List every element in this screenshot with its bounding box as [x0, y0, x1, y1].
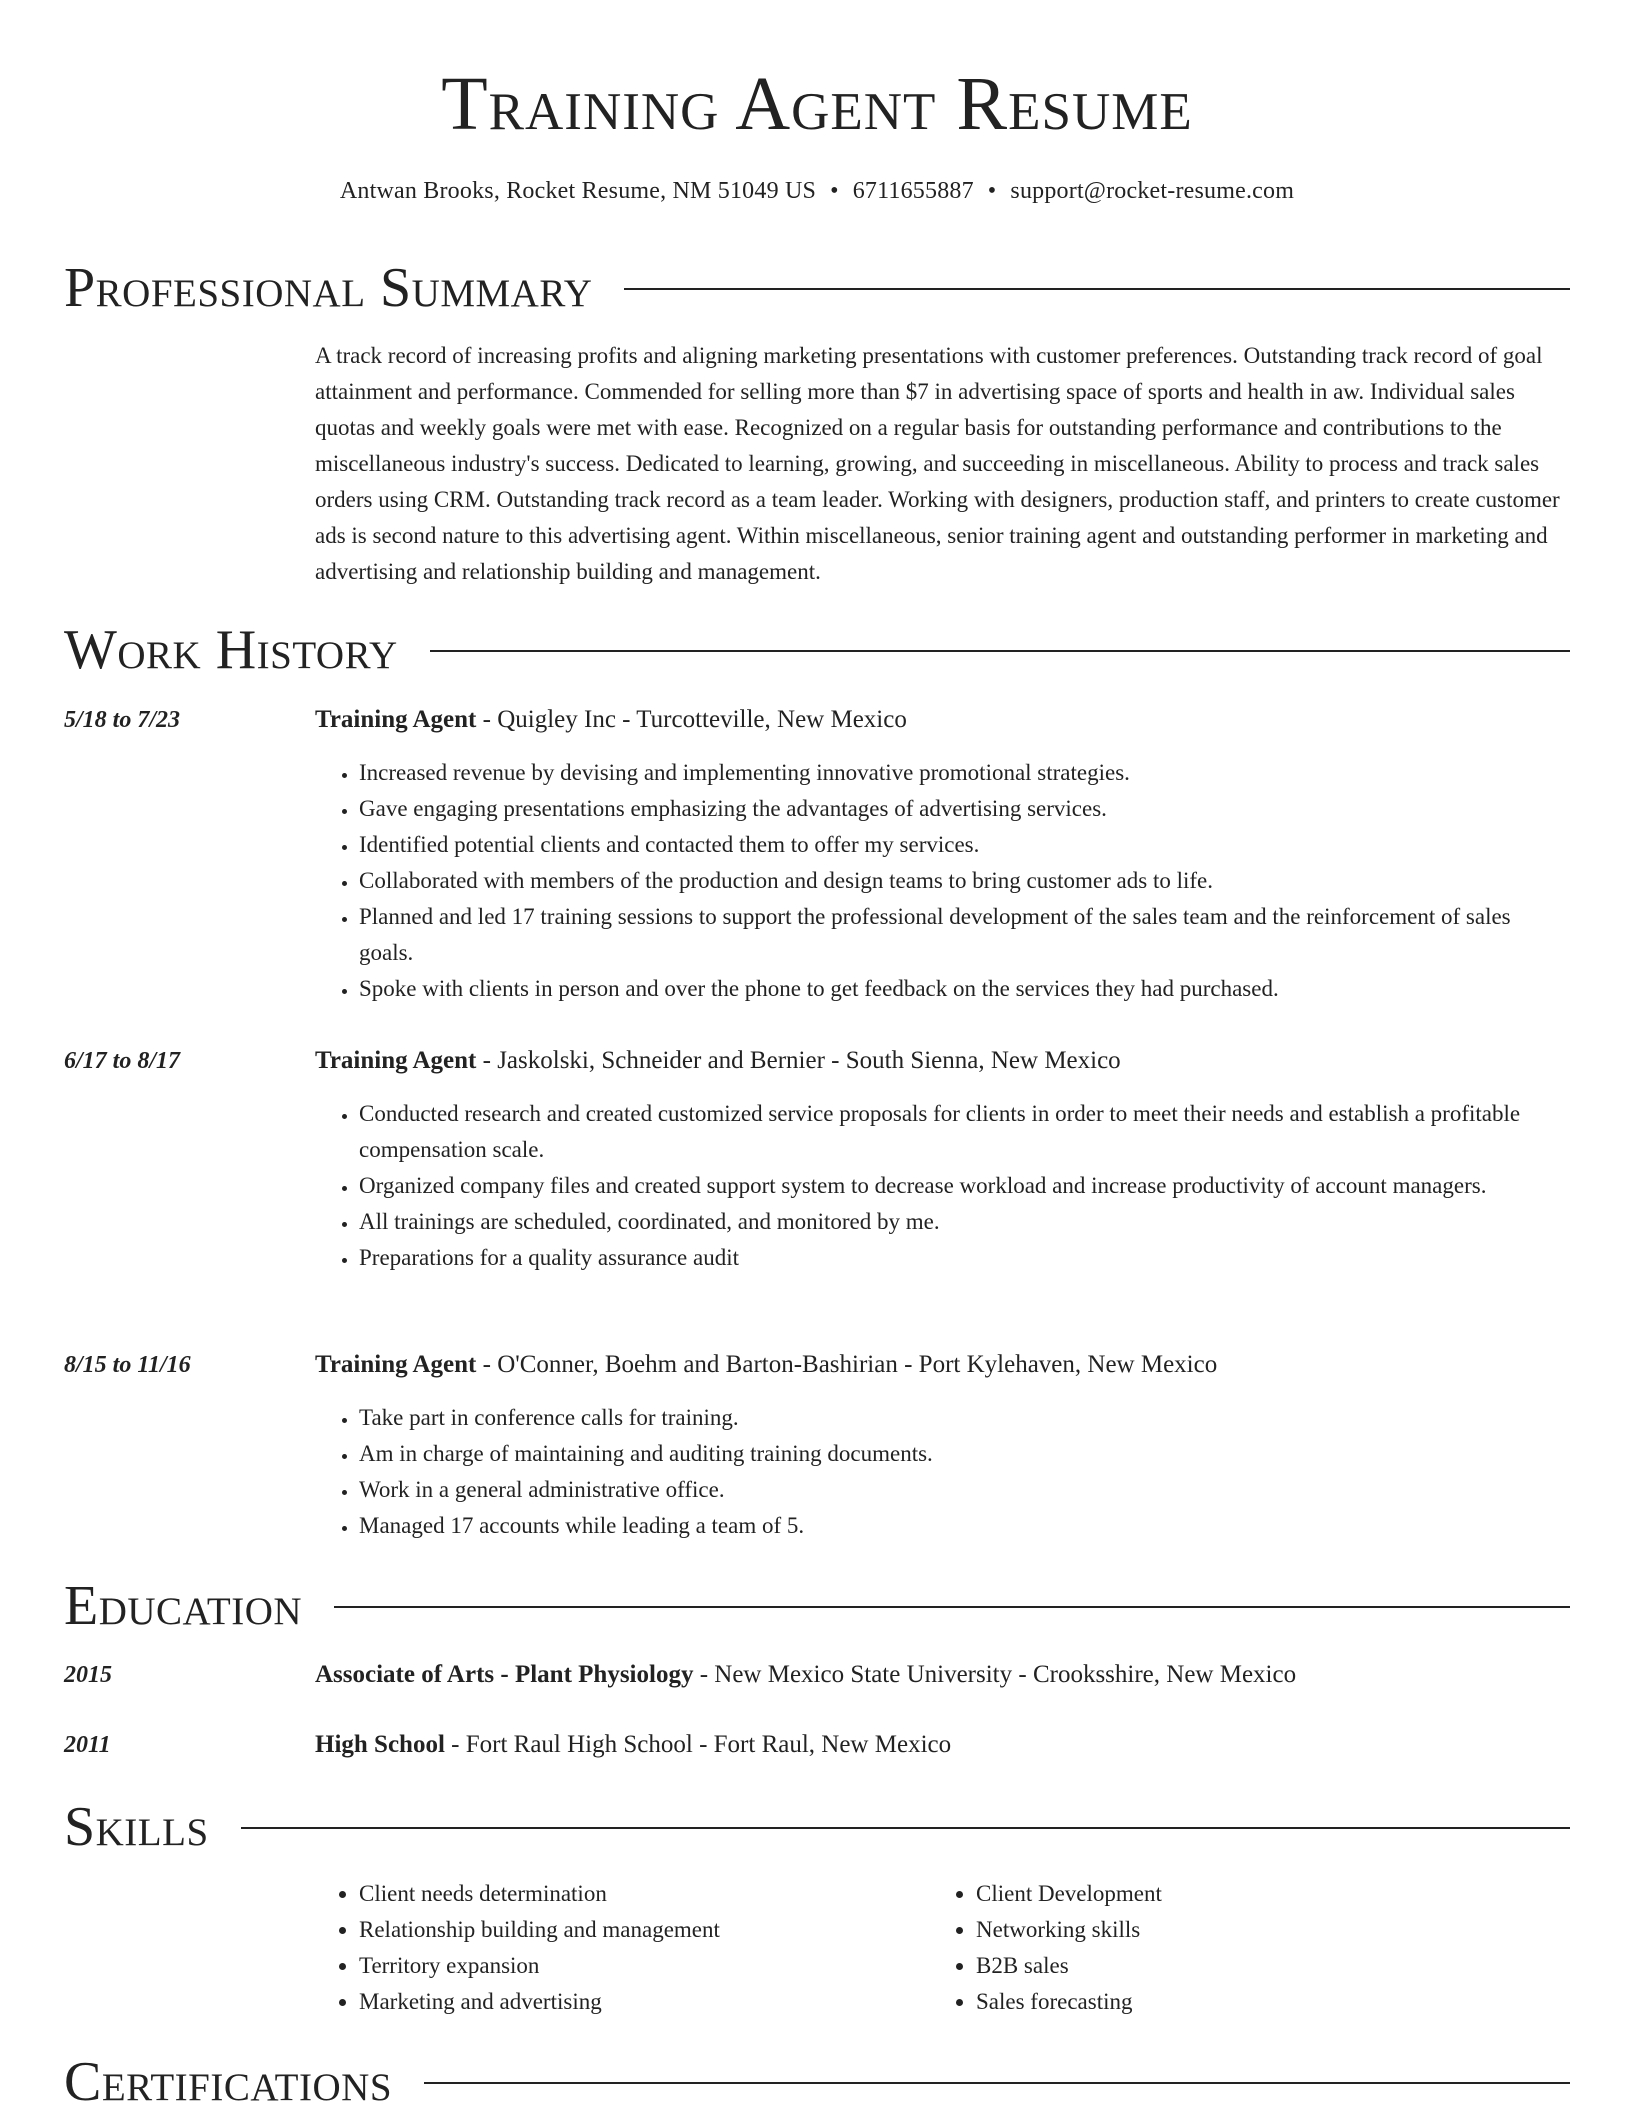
- skills-section-title: Skills: [64, 1796, 209, 1858]
- education-section-title: Education: [64, 1575, 303, 1637]
- skill-item: • Sales forecasting: [976, 1984, 1548, 2020]
- job-bullet: • Work in a general administrative office.: [359, 1472, 1570, 1508]
- job-bullet: • Increased revenue by devising and implementing innovative promotional strategies.: [359, 755, 1570, 791]
- education-section-heading: [64, 1574, 1570, 1638]
- contact-email[interactable]: support@rocket-resume.com: [1010, 178, 1295, 204]
- contact-address: Antwan Brooks, Rocket Resume, NM 51049 US: [339, 178, 817, 204]
- section-divider: [241, 1827, 1570, 1829]
- section-divider: [424, 2082, 1570, 2084]
- skill-item: • Client needs determination: [359, 1876, 931, 1912]
- job-title: Training Agent: [315, 1047, 477, 1074]
- summary-section-heading: [64, 256, 1570, 320]
- job-bullet-list: [315, 1096, 1570, 1276]
- education-year: 2015: [64, 1662, 112, 1688]
- contact-line: [64, 174, 1570, 208]
- job-bullet: • Preparations for a quality assurance audit: [359, 1240, 1570, 1276]
- job-bullet: • Organized company files and created support system to decrease workload and increase productivity of account managers.: [359, 1168, 1570, 1204]
- job-bullet: • Conducted research and created customized service proposals for clients in order to meet their needs and establish a profitable compensation scale.: [359, 1096, 1570, 1168]
- work-section-heading: [64, 618, 1570, 682]
- contact-separator: •: [830, 178, 839, 204]
- summary-section-title: Professional Summary: [64, 257, 593, 319]
- education-school-location: - Fort Raul High School - Fort Raul, New Mexico: [444, 1731, 952, 1758]
- job-dates: 8/15 to 11/16: [64, 1352, 191, 1378]
- skill-item: • Relationship building and management: [359, 1912, 931, 1948]
- education-degree: High School: [315, 1731, 445, 1758]
- job-bullet: • Am in charge of maintaining and auditing training documents.: [359, 1436, 1570, 1472]
- skills-list-right: [932, 1876, 1548, 2020]
- summary-text: A track record of increasing profits and aligning marketing presentations with customer preferences. Outstanding track record of goal attainment and performance. Commended for selling more than $7 in advertising space of sports and health in aw. Individual sales quotas and weekly goals were met with ease. Recognized on a regular basis for outstanding performance and contributions to the miscellaneous industry's success. Dedicated to learning, growing, and succeeding in miscellaneous. Ability to process and track sales orders using CRM. Outstanding track record as a team leader. Working with designers, production staff, and printers to create customer ads is second nature to this advertising agent. Within miscellaneous, senior training agent and outstanding performer in marketing and advertising and relationship building and management.: [315, 343, 1560, 584]
- job-bullet: • Collaborated with members of the production and design teams to bring customer ads to life.: [359, 863, 1570, 899]
- job-bullet: • Planned and led 17 training sessions to support the professional development of the sales team and the reinforcement of sales goals.: [359, 899, 1570, 971]
- job-bullet: • All trainings are scheduled, coordinated, and monitored by me.: [359, 1204, 1570, 1240]
- job-dates: 5/18 to 7/23: [64, 707, 181, 733]
- job-bullet-list: [315, 755, 1570, 1007]
- job-bullet-list: [315, 1400, 1570, 1544]
- job-heading: [315, 1044, 1570, 1078]
- job-employer-location: - Jaskolski, Schneider and Bernier - South Sienna, New Mexico: [476, 1047, 1121, 1074]
- education-school-location: - New Mexico State University - Crooksshire, New Mexico: [693, 1661, 1297, 1688]
- skill-item: • Client Development: [976, 1876, 1548, 1912]
- education-heading: [315, 1658, 1570, 1692]
- job-bullet: • Take part in conference calls for training.: [359, 1400, 1570, 1436]
- contact-separator: •: [987, 178, 997, 204]
- job-dates: 6/17 to 8/17: [64, 1048, 181, 1074]
- skill-item: • Territory expansion: [359, 1948, 931, 1984]
- certifications-section-title: Certifications: [64, 2051, 393, 2113]
- job-heading: [315, 703, 1570, 737]
- skill-item: • Networking skills: [976, 1912, 1548, 1948]
- job-bullet: • Spoke with clients in person and over the phone to get feedback on the services they had purchased.: [359, 971, 1570, 1007]
- job-bullet: • Gave engaging presentations emphasizing the advantages of advertising services.: [359, 791, 1570, 827]
- section-divider: [430, 650, 1570, 652]
- job-title: Training Agent: [315, 1351, 477, 1378]
- contact-phone: 6711655887: [852, 178, 974, 204]
- job-bullet: • Managed 17 accounts while leading a team of 5.: [359, 1508, 1570, 1544]
- skill-item: • Marketing and advertising: [359, 1984, 931, 2020]
- skills-section-heading: [64, 1795, 1570, 1859]
- skill-item: • B2B sales: [976, 1948, 1548, 1984]
- education-degree: Associate of Arts - Plant Physiology: [315, 1661, 694, 1688]
- education-year: 2011: [64, 1732, 111, 1758]
- job-employer-location: - O'Conner, Boehm and Barton-Bashirian - Port Kylehaven, New Mexico: [476, 1351, 1218, 1378]
- job-employer-location: - Quigley Inc - Turcotteville, New Mexico: [476, 706, 907, 733]
- section-divider: [624, 288, 1570, 290]
- resume-title: Training Agent Resume: [441, 62, 1193, 146]
- job-title: Training Agent: [315, 706, 477, 733]
- job-heading: [315, 1348, 1570, 1382]
- skills-list-left: [315, 1876, 931, 2020]
- job-bullet: • Identified potential clients and contacted them to offer my services.: [359, 827, 1570, 863]
- work-section-title: Work History: [64, 619, 398, 681]
- certifications-section-heading: [64, 2050, 1570, 2114]
- section-divider: [334, 1606, 1570, 1608]
- education-heading: [315, 1728, 1570, 1762]
